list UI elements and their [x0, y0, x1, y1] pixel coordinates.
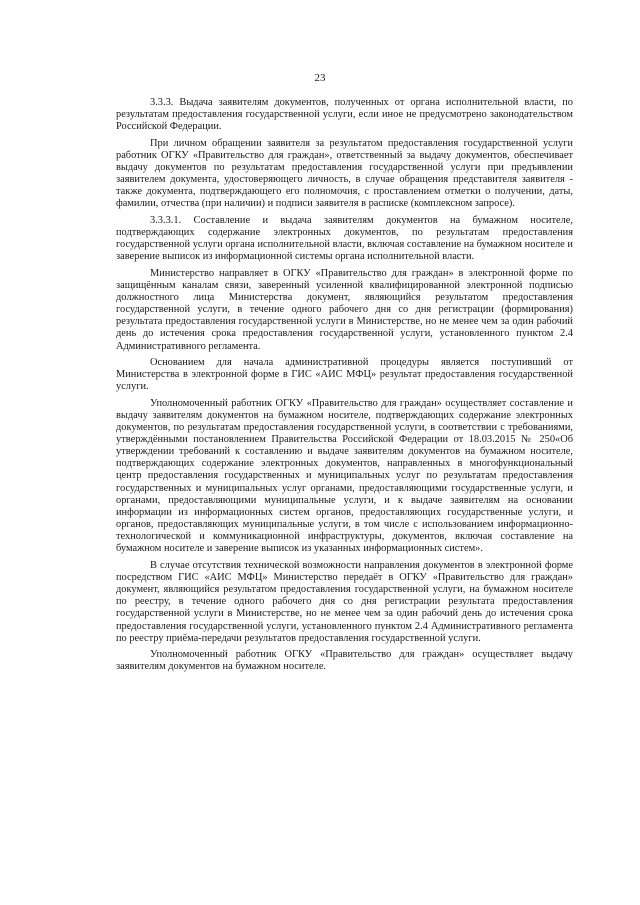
paragraph-3-3-3: 3.3.3. Выдача заявителям документов, полученных от органа исполнительной власти, по результатам предоставления государственной услуги, если иное не предусмотрено законодательством Российской Федерации.	[116, 97, 573, 133]
paragraph-basis: Основанием для начала административной процедуры является поступивший от Министерства в электронной форме в ГИС «АИС МФЦ» результат предоставления государственной услуги.	[116, 356, 573, 393]
paragraph-personal-appeal: При личном обращении заявителя за результатом предоставления государственной услуги работник ОГКУ «Правительство для граждан», ответственный за выдачу документов, обеспечивает выдачу документов по результатам предоставления государственной услуги при предъявлении заявителем документа, удостоверяющего личность, в случае обращения представителя заявителя - также документа, подтверждающего его полномочия, с проставлением отметки о получении, даты, фамилии, отчества (при наличии) и подписи заявителя в расписке (комплексном запросе).	[116, 137, 573, 210]
page-number: 23	[314, 72, 326, 84]
paragraph-no-technical-possibility: В случае отсутствия технической возможности направления документов в электронной форме посредством ГИС «АИС МФЦ» Министерство передаёт в ОГКУ «Правительство для граждан» документ, являющийся результатом предоставления государственной услуги, на бумажном носителе по реестру, в течение одного рабочего дня со дня регистрации результата предоставления государственной услуги в Министерстве, но не менее чем за один рабочий день до истечения срока предоставления государственной услуги, установленного пунктом 2.4 Административного регламента по реестру приёма-передачи результатов предоставления государственной услуги.	[116, 559, 573, 644]
paragraph-authorized-worker-composes: Уполномоченный работник ОГКУ «Правительство для граждан» осуществляет составление и выдачу заявителям документов на бумажном носителе, подтверждающих содержание электронных документов, по результатам предоставления государственной услуги, в соответствии с требованиями, утверждёнными постановлением Правительства Российской Федерации от 18.03.2015 № 250«Об утверждении требований к составлению и выдаче заявителям документов на бумажном носителе, подтверждающих содержание электронных документов, направленных в многофункциональный центр предоставления государственных и муниципальных услуг по результатам предоставления государственных и муниципальных услуг органами, предоставляющими государственные услуги, и органами, предоставляющими муниципальные услуги, и к выдаче заявителям на основании информации из информационных систем органов, предоставляющих государственные услуги, и органов, предоставляющих муниципальные услуги, в том числе с использованием информационно-технологической и коммуникационной инфраструктуры, документов, включая составление на бумажном носителе и заверение выписок из указанных информационных систем».	[116, 397, 573, 555]
document-body	[116, 97, 573, 678]
paragraph-3-3-3-1: 3.3.3.1. Составление и выдача заявителям документов на бумажном носителе, подтверждающих содержание электронных документов, по результатам предоставления государственной услуги органа исполнительной власти, включая составление на бумажном носителе и заверение выписок из информационной системы органа исполнительной власти.	[116, 214, 573, 263]
paragraph-authorized-worker-issues: Уполномоченный работник ОГКУ «Правительство для граждан» осуществляет выдачу заявителям документов на бумажном носителе.	[116, 649, 573, 673]
paragraph-ministry-sends: Министерство направляет в ОГКУ «Правительство для граждан» в электронной форме по защищённым каналам связи, заверенный усиленной квалифицированной электронной подписью должностного лица Министерства документ, являющийся результатом предоставления государственной услуги, в течение одного рабочего дня со дня регистрации (формирования) результата предоставления государственной услуги в Министерстве, но не менее чем за один рабочий день до истечения срока предоставления государственной услуги, установленного пунктом 2.4 Административного регламента.	[116, 267, 573, 352]
